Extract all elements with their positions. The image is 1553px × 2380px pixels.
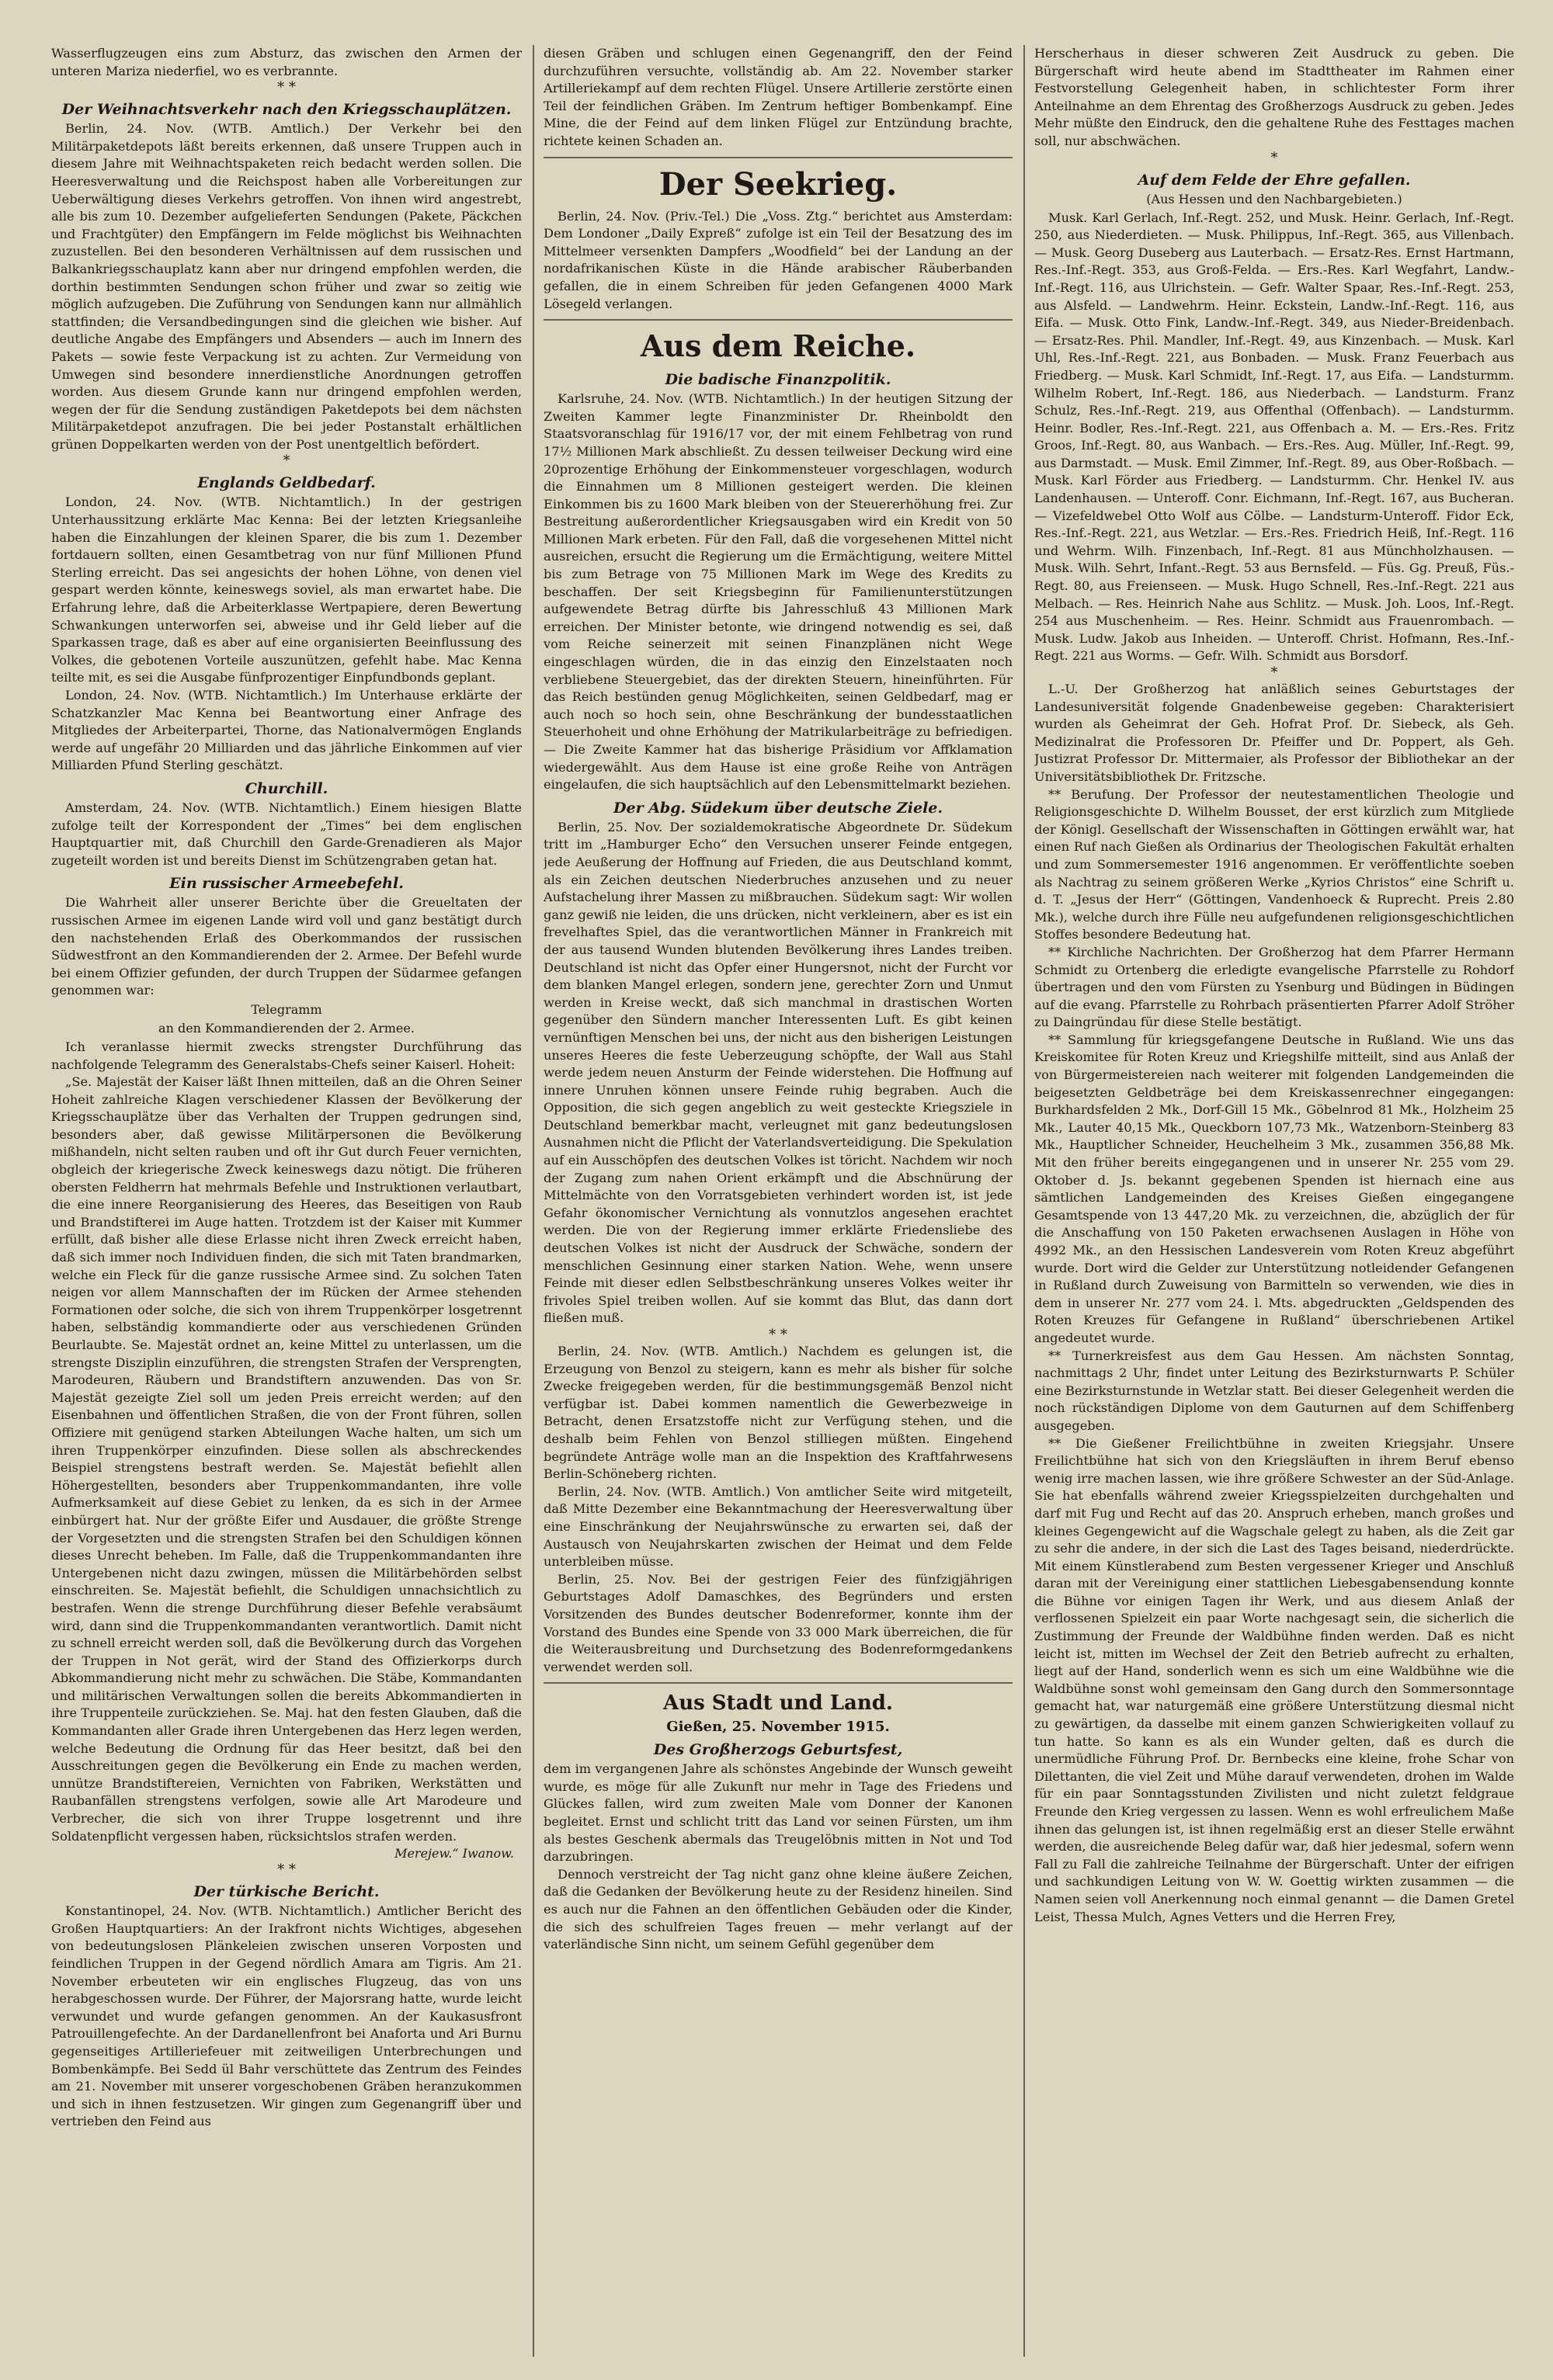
dateline: Gießen, 25. November 1915. xyxy=(666,1719,890,1736)
armee-signature: Merejew.“ Iwanow. xyxy=(394,1846,514,1861)
article-landesuniversitaet: L.-U. Der Großherzog hat anläßlich seines Geburtstages der Landesuniversität folgende Gnadenbeweise gegeben: Charakterisiert wurden als Geheimrat der Geh. Hofrat Prof. Dr. Siebeck, als Geh. Medizinalrat die Professoren Dr. Pfeiffer und Dr. Poppert, als Geh. Justizrat Professor Dr. Mittermaier, als Professor der Bibliothekar an der Universitätsbibliothek Dr. Fritzsche. xyxy=(1034,682,1514,784)
col1-top-paragraph: Wasserflugzeugen eins zum Absturz, das zwischen den Armen der unteren Mariza niederfiel, wo es verbrannte. xyxy=(51,46,522,78)
article-tuerkisch: Konstantinopel, 24. Nov. (WTB. Nichtamtlich.) Amtlicher Bericht des Großen Hauptquartiers: An der Irakfront nichts Wichtiges, abgesehen von bedeutungslosen Plänkeleien zwischen unseren Vorposten und feindlichen Truppen in der Gegend nördlich Amara am Tigris. Am 21. November erbeuteten wir ein englisches Flugzeug, das von uns herabgeschossen wurde. Der Führer, der Majorsrang hatte, wurde leicht verwundet und wurde gefangen genommen. An der Kaukasusfront Patrouillengefechte. An der Dardanellenfront bei Anaforta und Ari Burnu gegenseitiges Artilleriefeuer mit zeitweiligen Unterbrechungen und Bombenkämpfe. Bei Sedd ül Bahr verschüttete das Zentrum des Feindes am 21. November mit unserer vorgeschobenen Gräben heranzukommen und sich in ihnen festzusetzen. Wir gingen zum Gegenangriff über und vertrieben den Feind aus xyxy=(51,1903,522,2129)
article-damaschke: Berlin, 25. Nov. Bei der gestrigen Feier des fünfzigjährigen Geburtstages Adolf Damaschkes, des Begründers und ersten Vorsitzenden des Bundes deutscher Bodenreformer, konnte ihm der Vorstand des Bundes eine Spende von 33 000 Mark überreichen, die für die Weiterausbreitung und Durchsetzung des Bodenreformgedankens verwendet werden soll. xyxy=(544,1571,1013,1674)
separator-star: * xyxy=(1270,664,1278,681)
separator-star: * * xyxy=(277,79,296,96)
article-geburtsfest-1: dem im vergangenen Jahre als schönstes Angebinde der Wunsch geweiht wurde, es möge für alle Zukunft nur mehr in Tage des Friedens und Glückes fallen, wird zum zweiten Male vom Donner der Kanonen begleitet. Ernst und schlicht tritt das Land vor seinen Fürsten, um ihm als bestes Geschenk abermals das Treugelöbnis mitten in Not und Tod darzubringen. xyxy=(544,1761,1013,1865)
article-turnerkreisfest: ** Turnerkreisfest aus dem Gau Hessen. Am nächsten Sonntag, nachmittags 2 Uhr, findet unter Leitung des Bezirksturnwarts P. Schüler eine Bezirksturnstunde in Wetzlar statt. Bei dieser Gelegenheit werden die noch rückständigen Diplome von dem Gauturnen auf dem Schiffenberg ausgegeben. xyxy=(1034,1348,1514,1433)
article-churchill: Amsterdam, 24. Nov. (WTB. Nichtamtlich.) Einem hiesigen Blatte zufolge teilt der Korrespondent der „Times“ bei dem englischen Hauptquartier mit, daß Churchill den Garde-Grenadieren als Major zugeteilt worden ist und bereits Dienst im Schützengraben getan hat. xyxy=(51,800,522,868)
headline-reiche: Aus dem Reiche. xyxy=(640,328,916,364)
horizontal-rule xyxy=(544,157,1013,158)
article-neujahrskarten: Berlin, 24. Nov. (WTB. Amtlich.) Von amtlicher Seite wird mitgeteilt, daß Mitte Dezember eine Bekanntmachung der Heeresverwaltung über eine Einschränkung der Neujahrswünsche zu erwarten sei, daß der Austausch von Neujahrskarten zwischen der Heimat und dem Felde unterbleiben müsse. xyxy=(544,1483,1013,1570)
headline-armeebefehl: Ein russischer Armeebefehl. xyxy=(169,875,404,893)
separator-star: * * xyxy=(769,1327,787,1343)
telegramm-recipient: an den Kommandierenden der 2. Armee. xyxy=(158,1020,415,1036)
headline-weihnachtsverkehr: Der Weihnachtsverkehr nach den Kriegsschauplätzen. xyxy=(61,101,512,119)
article-benzol: Berlin, 24. Nov. (WTB. Amtlich.) Nachdem es gelungen ist, die Erzeugung von Benzol zu steigern, kann es mehr als bisher für solche Zwecke freigegeben werden, für die bestimmungsgemäß Benzol nicht verfügbar ist. Dabei kommen namentlich die Gewerbezweige in Betracht, denen Ersatzstoffe nicht zur Verfügung stehen, und die deshalb beim Fehlen von Benzol stilliegen müßten. Eingehend begründete Anträge wolle man an die Inspektion des Kraftfahrwesens Berlin-Schöneberg richten. xyxy=(544,1344,1013,1482)
column-divider-1 xyxy=(533,45,534,2357)
article-armee-2: Ich veranlasse hiermit zwecks strengster Durchführung das nachfolgende Telegramm des Generalstabs-Chefs seiner Kaiserl. Hoheit: xyxy=(51,1039,522,1072)
col3-top-paragraph: Herscherhaus in dieser schweren Zeit Ausdruck zu geben. Die Bürgerschaft wird heute abend im Stadttheater im Rahmen einer Festvorstellung Gelegenheit haben, in schlichtester Form ihrer Anteilnahme an dem Ehrentag des Großherzogs Ausdruck zu geben. Jedes Mehr müßte den Eindruck, den die gehaltene Ruhe des Festtages machen soll, nur abschwächen. xyxy=(1034,46,1514,148)
telegramm-label: Telegramm xyxy=(251,1001,322,1017)
headline-badische-finanzpolitik: Die badische Finanzpolitik. xyxy=(665,371,891,389)
list-gefallene: Musk. Karl Gerlach, Inf.-Regt. 252, und Musk. Heinr. Gerlach, Inf.-Regt. 250, aus Niederdieten. — Musk. Philippus, Inf.-Regt. 365, aus Villenbach. — Musk. Georg Duseberg aus Lauterbach. — Ersatz-Res. Ernst Hartmann, Res.-Inf.-Regt. 353, aus Groß-Felda. — Ers.-Res. Karl Wegfahrt, Landw.-Inf.-Regt. 116, aus Ulrichstein. — Gefr. Walter Spaar, Res.-Inf.-Regt. 253, aus Alsfeld. — Landwehrm. Heinr. Eckstein, Landw.-Inf.-Regt. 116, aus Eifa. — Musk. Otto Fink, Landw.-Inf.-Regt. 349, aus Nieder-Breidenbach. — Ersatz-Res. Phil. Mandler, Inf.-Regt. 49, aus Kinzenbach. — Musk. Karl Uhl, Res.-Inf.-Regt. 221, aus Bonbaden. — Musk. Franz Feuerbach aus Friedberg. — Musk. Karl Schmidt, Inf.-Regt. 17, aus Eifa. — Landsturmm. Wilhelm Robert, Inf.-Regt. 186, aus Niederbach. — Landsturm. Franz Schulz, Res.-Inf.-Regt. 219, aus Offenthal (Offenbach). — Landsturmm. Heinr. Bodler, Res.-Inf.-Regt. 221, aus Offenbach a. M. — Ers.-Res. Fritz Groos, Inf.-Regt. 80, aus Wanbach. — Ers.-Res. Aug. Müller, Inf.-Regt. 99, aus Darmstadt. — Musk. Emil Zimmer, Inf.-Regt. 89, aus Ober-Roßbach. — Musk. Karl Förder aus Friedberg. — Landsturmm. Chr. Henkel IV. aus Landenhausen. — Unteroff. Conr. Eichmann, Inf.-Regt. 167, aus Bucheran. — Vizefeldwebel Otto Wolf aus Cölbe. — Landsturm-Unteroff. Fidor Eck, Res.-Inf.-Regt. 221, aus Wetzlar. — Ers.-Res. Friedrich Heiß, Inf.-Regt. 116 und Wehrm. Wilh. Finzenbach, Inf.-Regt. 81 aus Münchholzhausen. — Musk. Wilh. Sehrt, Infant.-Regt. 53 aus Bernsfeld. — Füs. Gg. Preuß, Füs.-Regt. 80, aus Freienseen. — Musk. Hugo Schnell, Res.-Inf.-Regt. 221 aus Melbach. — Res. Heinrich Nahe aus Schlitz. — Musk. Joh. Loos, Inf.-Regt. 254 aus Muschenheim. — Res. Heinr. Schmidt aus Frauenrombach. — Musk. Ludw. Jakob aus Inheiden. — Unteroff. Christ. Hofmann, Res.-Inf.-Regt. 221 aus Worms. — Gefr. Wilh. Schmidt aus Borsdorf. xyxy=(1034,210,1514,664)
article-berufung: ** Berufung. Der Professor der neutestamentlichen Theologie und Religionsgeschichte D. Wilhelm Bousset, der erst kürzlich zum Mitgliede der Königl. Gesellschaft der Wissenschaften in Göttingen erwählt war, hat einen Ruf nach Gießen als Ordinarius der Theologischen Fakultät erhalten und zum Sommersemester 1916 angenommen. Er veröffentlichte soeben als Nachtrag zu seinem größeren Werke „Kyrios Christos“ eine Schrift u. d. T. „Jesus der Herr“ (Göttingen, Vandenhoeck & Ruprecht. Preis 2.80 Mk.), welche durch ihre Fülle neu aufgefundenen religionsgeschichtlichen Stoffes besondere Bedeutung hat. xyxy=(1034,786,1514,942)
article-suedekum: Berlin, 25. Nov. Der sozialdemokratische Abgeordnete Dr. Südekum tritt im „Hamburger Echo“ den Versuchen unserer Feinde entgegen, jede Aeußerung der Hoffnung auf Frieden, die aus Deutschland kommt, als ein Zeichen deutschen Niederbruches anzusehen und zu neuer Aufstachelung ihrer Massen zu mißbrauchen. Südekum sagt: Wir wollen ganz gewiß nie leiden, die uns drücken, nicht verkleinern, aber es ist ein frevelhaftes Spiel, das die verantwortlichen Männer in Frankreich mit der aus tausend Wunden blutenden Bevölkerung ihres Landes treiben. Deutschland ist nicht das Opfer einer Hungersnot, nicht der Furcht vor dem blanken Mangel erlegen, sondern jene, gerechter Zorn und Unmut werden in Kreise weckt, daß sich manchmal in drastischen Worten gegenüber den Sündern mancher Interessenten Luft. Es gibt keinen vernünftigen Menschen bei uns, der nicht aus den bisherigen Leistungen unseres Heeres die feste Ueberzeugung schöpfte, der Wall aus Stahl werde jedem neuen Ansturm der Feinde widerstehen. Die Hoffnung auf innere Unruhen können unsere Feinde ruhig begraben. Auch die Opposition, die sich gegen angeblich zu weit gesteckte Kriegsziele in Deutschland bemerkbar macht, verleugnet mit ganz bedeutungslosen Ausnahmen nicht die Pflicht der Vaterlandsverteidigung. Die Spekulation auf ein Ausschöpfen des deutschen Volkes ist töricht. Nachdem wir noch der Zugang zum nahen Orient erkämpft und die Abschnürung der Mittelmächte von den Vorratsgebieten verhindert worden ist, ist jede Gefahr ökonomischer Vernichtung als vonnutzlos angesehen erachtet werden. Die von der Regierung immer erklärte Friedensliebe des deutschen Volkes ist nicht der Ausdruck der Schwäche, sondern der menschlichen Gesinnung einer starken Nation. Wehe, wenn unsere Feinde mit dieser edlen Selbstbeschränkung unseres Volkes weiter ihr frivoles Spiel treiben wollen. Auf sie kommt das Blut, das dann dort fließen muß. xyxy=(544,819,1013,1326)
column-2 xyxy=(544,45,1013,2364)
headline-geburtsfest: Des Großherzogs Geburtsfest, xyxy=(653,1741,903,1759)
headline-seekrieg: Der Seekrieg. xyxy=(658,165,898,203)
article-geburtsfest-2: Dennoch verstreicht der Tag nicht ganz ohne kleine äußere Zeichen, daß die Gedanken der Bevölkerung heute zu der Residenz hineilen. Sind es auch nur die Fahnen an den öffentlichen Gebäuden oder die Kinder, die sich des schulfreien Tages freuen — mehr verlangt auf der vaterländische Sinn nicht, um seinem Gefühl gegenüber dem xyxy=(544,1866,1013,1952)
article-freilichtbuehne: ** Die Gießener Freilichtbühne in zweiten Kriegsjahr. Unsere Freilichtbühne hat sich von den Kriegsläuften in ihrem Beruf ebenso wenig irre machen lassen, wie ihre größere Schwester an der Süd-Anlage. Sie hat ebenfalls während zweier Kriegsspielzeiten durchgehalten und darf mit Fug und Recht auf das 20. Anspruch erheben, manch großes und kleines Gegengewicht auf die Wagschale gelegt zu haben, als die Zeit gar zu sehr die andere, in der sich die Last des Tages beisand, niederdrückte. Mit einem Künstlerabend zum Besten vergessener Krieger und Anschluß daran mit der Vereinigung einer stattlichen Liebesgabensendung konnte die Bühne vor einigen Tagen ihr Werk, und aus diesem Anlaß der verflossenen Spielzeit ein paar Worte nachgesagt sein, die sicherlich die Zustimmung der Freunde der Waldbühne finden werden. Daß es nicht leicht ist, mitten im Wechsel der Zeit den Betrieb aufrecht zu erhalten, liegt auf der Hand, sonderlich wenn es sich um eine Waldbühne wie die Waldbühne sonst wohl gemeinsam den Gang durch den Sommersonntage gemacht hat, war naturgemäß eine größere Unterstützung diesmal nicht zu gewärtigen, da dasselbe mit einem ganzen Schwierigkeiten vollauf zu tun hatte. So kann es als ein Wunder gelten, daß es durch die unermüdliche Führung Prof. Dr. Bernbecks eine kleine, frohe Schar von Dilettanten, die viel Zeit und Mühe darauf verwendeten, drohen im Walde für ein paar Sonntagsstunden Zivilisten und nicht zuletzt feldgraue Freunde den Krieg vergessen zu lassen. Wenn es wohl erfreulichem Maße ihnen das gelungen ist, ist ihnen regelmäßig erst an dieser Stelle erwähnt werden, die ausreichende Beleg dafür war, daß hier jedesmal, sofern wenn Fall zu Fall die zahlreiche Teilnahme der Bürgerschaft. Unter der eifrigen und sachkundigen Leitung von W. W. Goettig wirkten zusammen — die Namen seien voll Anerkennung noch einmal genannt — die Damen Gretel Leist, Thessa Mulch, Agnes Vetters und die Herren Frey, xyxy=(1034,1435,1514,1924)
article-kirchliche-nachrichten: ** Kirchliche Nachrichten. Der Großherzog hat dem Pfarrer Hermann Schmidt zu Ortenberg die erledigte evangelische Pfarrstelle zu Rohdorf übertragen und den vom Fürsten zu Ysenburg und Büdingen in Büdingen auf die evang. Pfarrstelle zu Rohrbach präsentierten Pfarrer Adolf Ströher zu Daingründau für diese Stelle bestätigt. xyxy=(1034,944,1514,1030)
headline-england: Englands Geldbedarf. xyxy=(197,474,376,492)
article-weihnachtsverkehr: Berlin, 24. Nov. (WTB. Amtlich.) Der Verkehr bei den Militärpaketdepots läßt bereits erkennen, daß unsere Truppen auch in diesem Jahre mit Weihnachtspaketen reich bedacht werden sollen. Die Heeresverwaltung und die Reichspost haben alle Vorbereitungen zur Ueberwältigung dieses Verkehrs getroffen. Von ihnen wird angestrebt, alle bis zum 10. Dezember aufgelieferten Sendungen (Pakete, Päckchen und Frachtgüter) den Empfängern im Felde möglichst bis Weihnachten zuzustellen. Bei den besonderen Verhältnissen auf dem russischen und Balkankriegsschauplatz kann aber nur dringend empfohlen werden, die dorthin bestimmten Sendungen schon früher und zwar so zeitig wie möglich aufzugeben. Die Zuführung von Sendungen kann nur allmählich stattfinden; die Versandbedingungen sind die gleichen wie bisher. Auf deutliche Angabe des Empfängers und Absenders — auch im Innern des Pakets — sowie feste Verpackung ist zu achten. Zur Vermeidung von Umwegen sind besondere innerdienstliche Anordnungen getroffen worden. Aus diesem Grunde kann nur dringend empfohlen werden, wegen der für die Sendung zuständigen Paketdepots bei dem nächsten Militärpaketdepot anzufragen. Die bei jeder Postanstalt erhältlichen grünen Doppelkarten werden von der Post unentgeltlich befördert. xyxy=(51,121,522,452)
headline-stadt-und-land: Aus Stadt und Land. xyxy=(663,1691,893,1716)
article-armee-3: „Se. Majestät der Kaiser läßt Ihnen mitteilen, daß an die Ohren Seiner Hoheit zahlreiche Klagen verschiedener Klassen der Bevölkerung der Kriegsschauplätze über das Verhalten der Truppen gedrungen sind, besonders aber, daß gewisse Militärpersonen die Bevölkerung mißhandeln, nicht selten rauben und oft ihr Gut durch Feuer vernichten, obgleich der kriegerische Zweck keineswegs dazu nötigt. Die früheren obersten Feldherrn hat mehrmals Befehle und Instruktionen verlautbart, die eine innere Reorganisierung des Heeres, das Beseitigen von Raub und Brandstifterei im Auge hatten. Trotzdem ist der Kaiser mit Kummer erfüllt, daß bisher alle diese Erlasse nicht ihren Zweck erreicht haben, daß sich immer noch Individuen finden, die sich mit Taten brandmarken, welche ein Fleck für die ganze russische Armee sind. Zu solchen Taten neigen vor allem Mannschaften der im Rücken der Armee stehenden Formationen oder solche, die sich von ihrem Truppenkörper losgetrennt haben, selbständig kommandierte oder aus verschiedenen Gründen Beurlaubte. Se. Majestät ordnet an, keine Mittel zu unterlassen, um die strengste Disziplin einzuführen, die strengsten Strafen der Versprengten, Marodeuren, Räubern und Brandstiftern anzuwenden. Das von Sr. Majestät gezeigte Ziel soll um jeden Preis erreicht werden; auf den Eisenbahnen und öffentlichen Straßen, die von der Front führen, sollen Offiziere mit genügend starken Abteilungen Wache halten, um sich um ihren Truppenkörper einzufinden. Diese sollen als abschreckendes Beispiel strengstens bestraft werden. Se. Majestät befiehlt allen Höhergestellten, besonders aber Truppenkommandanten, ihre volle Aufmerksamkeit auf diese Gebiet zu lenken, da es sich in der Armee einbürgert hat. Nur der größte Eifer und Ausdauer, die größte Strenge der Vorgesetzten und die strengsten Strafen bei den Schuldigen können dieses Unrecht beheben. Im Falle, daß die Truppenkommandanten ihre Untergebenen nicht dazu zwingen, müssen die Militärbehörden selbst einschreiten. Se. Majestät befiehlt, die Schuldigen unnachsichtlich zu bestrafen. Wenn die strenge Durchführung dieser Befehle verabsäumt wird, dann sind die Truppenkommandanten verantwortlich. Damit nicht zu schnell erreicht werden soll, daß die Bevölkerung durch das Vorgehen der Truppen in Not gerät, wird der Stand des Offizierkorps durch Abkommandierung nicht mehr zu schwächen. Die Stäbe, Kommandanten und militärischen Verwaltungen sollen die bereits Abkommandierten in ihre Truppenteile zurückziehen. Se. Maj. hat den festen Glauben, daß die Kommandanten aller Grade ihren Untergebenen das Herz legen werden, welche Bedeutung die Ordnung für das Heer besitzt, daß bei den Ausschreitungen gegen die Bevölkerung ein Ende zu machen werden, unnütze Brandstiftereien, Vernichten von Fabriken, Werkstätten und Raubanfällen strengstens verfolgen, sowie alle Art Marodeure und Verbrecher, die sich von ihrer Truppe losgetrennt und ihre Soldatenpflicht vergessen haben, rücksichtslos strafen werden. xyxy=(51,1074,522,1844)
headline-churchill: Churchill. xyxy=(245,779,328,797)
article-england-2: London, 24. Nov. (WTB. Nichtamtlich.) Im Unterhause erklärte der Schatzkanzler Mac Kenna bei Beantwortung einer Anfrage des Mitgliedes der Arbeiterpartei, Thorne, das Nationalvermögen Englands werde auf ungefähr 20 Milliarden und das jährliche Einkommen auf vier Milliarden Pfund Sterling geschätzt. xyxy=(51,688,522,773)
separator-star: * xyxy=(1270,149,1278,166)
headline-suedekum: Der Abg. Südekum über deutsche Ziele. xyxy=(613,799,943,817)
article-sammlung-kriegsgefangene: ** Sammlung für kriegsgefangene Deutsche in Rußland. Wie uns das Kreiskomitee für Roten Kreuz und Kriegshilfe mitteilt, sind aus Anlaß der von Bürgermeistereien nach weiterer mit folgenden Landgemeinden die beigesetzten Geldbeträge bei dem Kreiskassenrechner eingegangen: Burkhardsfelden 2 Mk., Dorf-Gill 15 Mk., Göbelnrod 81 Mk., Holzheim 25 Mk., Lauter 40,15 Mk., Queckborn 107,73 Mk., Watzenborn-Steinberg 83 Mk., Hauptlicher Schneider, Heuchelheim 3 Mk., zusammen 356,88 Mk. Mit den früher bereits eingegangenen und in unserer Nr. 255 vom 29. Oktober d. Js. bekannt gegebenen Spenden ist hiernach eine aus sämtlichen Landgemeinden des Kreises Gießen eingegangene Gesamtspende von 13 447,20 Mk. zu verzeichnen, die, abzüglich der für die Anschaffung von 150 Paketen erwachsenen Auslagen in Höhe von 4992 Mk., an den Hessischen Landesverein vom Roten Kreuz abgeführt wurde. Dort wird die Gelder zur Unterstützung notleidender Gefangenen in Rußland durch Zuweisung von Barmitteln so verwenden, wie dies in dem in unserer Nr. 277 vom 24. l. Mts. abgedruckten „Geldspenden des Roten Kreuzes für Gefangene in Rußland“ überschriebenen Artikel angedeutet wurde. xyxy=(1034,1032,1514,1345)
horizontal-rule xyxy=(544,319,1013,321)
headline-tuerkisch: Der türkische Bericht. xyxy=(193,1883,380,1901)
column-divider-2 xyxy=(1023,45,1025,2357)
headline-felde-der-ehre: Auf dem Felde der Ehre gefallen. xyxy=(1138,171,1411,189)
subheadline-felde-der-ehre: (Aus Hessen und den Nachbargebieten.) xyxy=(1146,191,1402,206)
article-armee-1: Die Wahrheit aller unserer Berichte über die Greueltaten der russischen Armee im eigenen Lande wird voll und ganz bestätigt durch den nachstehenden Erlaß des Oberkommandos der russischen Südwestfront an den Kommandierenden der 2. Armee. Der Befehl wurde bei einem Offizier gefunden, der durch Truppen der Südarmee gefangen genommen war: xyxy=(51,895,522,998)
column-3 xyxy=(1034,45,1514,2364)
article-badische-finanzpolitik: Karlsruhe, 24. Nov. (WTB. Nichtamtlich.) In der heutigen Sitzung der Zweiten Kammer legte Finanzminister Dr. Rheinboldt den Staatsvoranschlag für 1916/17 vor, der mit einem Fehlbetrag von rund 17½ Millionen Mark abschließt. Zu dessen teilweiser Deckung wird eine 20prozentige Erhöhung der Einkommensteuer vorgeschlagen, wodurch die Einnahmen um 8 Millionen gesteigert werden. Die kleinen Einkommen bis zu 1600 Mark bleiben von der Steuererhöhung frei. Zur Bestreitung außerordentlicher Kriegsausgaben wird ein Kredit von 50 Millionen Mark erbeten. Für den Fall, daß die vorgesehenen Mittel nicht ausreichen, ersucht die Regierung um die Ermächtigung, weitere Mittel bis zum Betrage von 75 Millionen Mark im Wege des Kredits zu beschaffen. Der seit Kriegsbeginn für Familienunterstützungen aufgewendete Betrag dürfte bis Jahresschluß 43 Millionen Mark erreichen. Der Minister betonte, wie dringend notwendig es sei, daß vom Reiche seinerzeit mit seinen Finanzplänen nicht Wege eingeschlagen würden, die in das einzig den Einzelstaaten noch verbliebene Steuergebiet, das der direkten Steuern, hineinführten. Für das Reich bestünden genug Möglichkeiten, seinen Geldbedarf, mag er auch noch so hoch sein, ohne Beschränkung der bundesstaatlichen Steuerhoheit und ohne Erhöhung der Matrikularbeiträge zu befriedigen. — Die Zweite Kammer hat das bisherige Präsidium vor Affklamation wiedergewählt. Aus dem Hause ist eine große Reihe von Anträgen eingelaufen, die sich hauptsächlich auf den Lebensmittelmarkt beziehen. xyxy=(544,391,1013,793)
separator-star: * * xyxy=(277,1861,296,1879)
article-seekrieg: Berlin, 24. Nov. (Priv.-Tel.) Die „Voss. Ztg.“ berichtet aus Amsterdam: Dem Londoner „Daily Expreß“ zufolge ist ein Teil der Besatzung des im Mittelmeer versenkten Dampfers „Woodfield“ bei der Landung an der nordafrikanischen Küste in die Hände arabischer Räuberbanden gefallen, die in einem Schreiben für jeden Gefangenen 4000 Mark Lösegeld verlangen. xyxy=(544,208,1013,311)
separator-star: * xyxy=(283,453,290,470)
col2-top-paragraph: diesen Gräben und schlugen einen Gegenangriff, den der Feind durchzuführen versuchte, vollständig ab. Am 22. November starker Artilleriekampf auf dem rechten Flügel. Unsere Artillerie zerstörte einen Teil der feindlichen Gräben. Im Zentrum heftiger Bombenkampf. Eine Mine, die der Feind auf dem linken Flügel zur Entzündung brachte, richtete keinen Schaden an. xyxy=(544,46,1013,148)
column-1 xyxy=(51,45,522,2364)
article-england-1: London, 24. Nov. (WTB. Nichtamtlich.) In der gestrigen Unterhaussitzung erklärte Mac Kenna: Bei der letzten Kriegsanleihe haben die Einzahlungen der kleinen Sparer, die bis zum 1. Dezember fortdauern sollten, einen Gesamtbetrag von nur fünf Millionen Pfund Sterling erreicht. Das sei angesichts der hohen Löhne, von denen viel gespart werden könnte, keineswegs soviel, als man erwartet habe. Die Erfahrung lehre, daß die Arbeiterklasse Wertpapiere, deren Bewertung Schwankungen unterworfen sei, abweise und ihr Geld lieber auf die Sparkassen trage, daß es aber auf eine organisierten Beeinflussung des Volkes, die gebotenen Vorteile auszunützen, gefehlt habe. Mac Kenna teilte mit, es sei die Ausgabe fünfprozentiger Einpfundbonds geplant. xyxy=(51,494,522,685)
horizontal-rule xyxy=(544,1682,1013,1684)
